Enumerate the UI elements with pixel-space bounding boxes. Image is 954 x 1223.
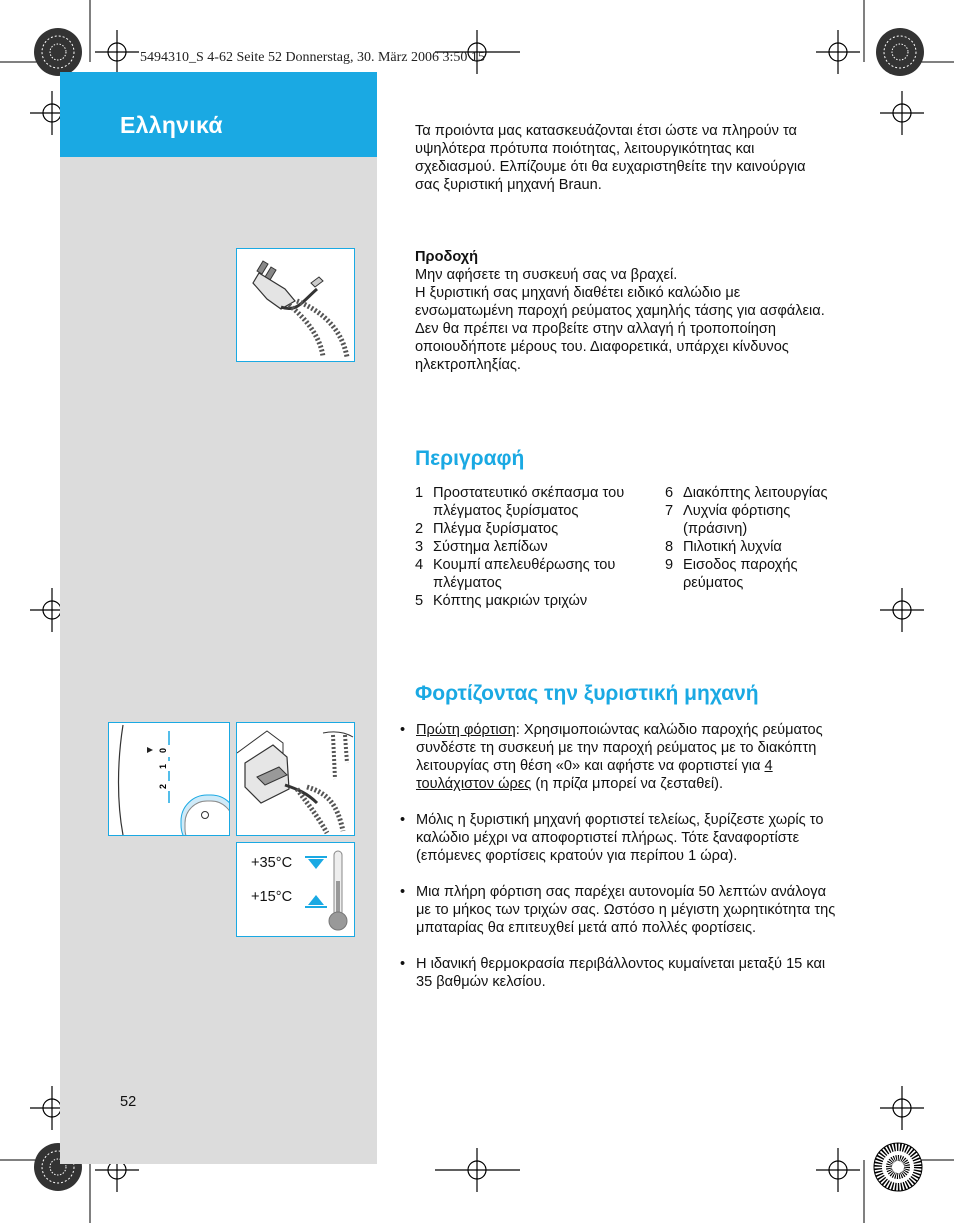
bullet-text-part: : Χρησιμοποιώντας καλώδιο παροχής ρεύματος συνδέστε τη συσκευή με την παροχή ρεύματος με το διακόπτη λειτουργίας στη θέση «0» και αφήστε να φορτιστεί για: [416, 722, 823, 774]
item-text: Κόπτης μακριών τριχών: [433, 593, 588, 609]
bullet-text: Μόλις η ξυριστική μηχανή φορτιστεί τελείως, ξυρίζεστε χωρίς το καλώδιο μέχρι να αποφορτιστεί πλήρως. Τότε ξαναφορτίστε (επόμενες φορτίσεις κρατούν για περίπου 1 ώρα).: [416, 812, 824, 864]
item-number: 6: [665, 485, 674, 501]
figure-temperature: [236, 842, 355, 937]
figure-switch: [108, 722, 230, 836]
list-item: [415, 538, 655, 556]
temp-low-label: +15°C: [251, 889, 293, 905]
plug-cord-illustration: [237, 249, 354, 361]
item-number: 8: [665, 539, 674, 555]
charging-plug-illustration: [237, 723, 354, 835]
caution-block: [415, 248, 835, 374]
description-heading: Περιγραφή: [415, 447, 525, 470]
print-info-line: 5494310_S 4-62 Seite 52 Donnerstag, 30. März 2006 3:50 15: [140, 50, 485, 65]
thermometer-icon: [305, 849, 353, 935]
caution-line-1: Μην αφήσετε τη συσκευή σας να βραχεί.: [415, 267, 678, 283]
bullet-glyph: •: [400, 812, 406, 828]
language-title: Ελληνικά: [120, 112, 223, 138]
temp-high-label: +35°C: [251, 855, 293, 871]
bullet-text: Η ιδανική θερμοκρασία περιβάλλοντος κυμαίνεται μεταξύ 15 και 35 βαθμών κελσίου.: [416, 956, 826, 990]
charging-heading: Φορτίζοντας την ξυριστική μηχανή: [415, 682, 759, 705]
figure-plug-cord: [236, 248, 355, 362]
list-item: [415, 592, 655, 610]
list-item: [665, 538, 840, 556]
item-number: 4: [415, 557, 424, 573]
list-item: [415, 556, 655, 592]
item-number: 1: [415, 485, 424, 501]
switch-label-one: 1: [158, 763, 168, 769]
item-text: Προστατευτικό σκέπασμα του πλέγματος ξυρίσματος: [433, 485, 625, 519]
item-number: 3: [415, 539, 424, 555]
item-number: 5: [415, 593, 424, 609]
bullet-glyph: •: [400, 884, 406, 900]
item-text: Εισοδος παροχής ρεύματος: [683, 557, 798, 591]
list-item: [400, 811, 840, 865]
list-item: [400, 883, 840, 937]
list-item: [400, 721, 840, 793]
caution-line-2: Η ξυριστική σας μηχανή διαθέτει ειδικό καλώδιο με ενσωματωμένη παροχή ρεύματος χαμηλής τάσης για ασφάλεια. Δεν θα πρέπει να προβείτε στην αλλαγή ή τροποποίηση οποιουδήποτε μέρους του. Διαφορετικά, υπάρχει κίνδυνος ηλεκτροπληξίας.: [415, 285, 825, 373]
list-item: [415, 484, 655, 520]
switch-label-two: 2: [158, 783, 168, 789]
min-hours-label: 4 τουλάχιστον ώρες: [416, 758, 773, 792]
intro-text: Τα προιόντα μας κατασκευάζονται έτσι ώστε να πληρούν τα υψηλότερα πρότυπα ποιότητας, λειτουργικότητας και σχεδιασμού. Ελπίζουμε ότι θα ευχαριστηθείτε την καινούργια σας ξυριστική μηχανή Braun.: [415, 123, 806, 193]
item-text: Πλέγμα ξυρίσματος: [433, 521, 559, 537]
bullet-glyph: •: [400, 722, 406, 738]
intro-paragraph: [415, 122, 820, 194]
bullet-text: Μια πλήρη φόρτιση σας παρέχει αυτονομία 50 λεπτών ανάλογα με το μήκος των τριχών σας. Ωστόσο η μέγιστη χωρητικότητα της μπαταρίας θα επιτευχθεί μετά από πολλές φορτίσεις.: [416, 884, 836, 936]
first-charge-label: Πρώτη φόρτιση: [416, 722, 516, 738]
description-list-left: [415, 484, 655, 610]
charging-bullets: [400, 721, 840, 1009]
item-text: Πιλοτική λυχνία: [683, 539, 782, 555]
item-number: 9: [665, 557, 674, 573]
list-item: [665, 556, 840, 592]
bullet-text-part: (η πρίζα μπορεί να ζεσταθεί).: [531, 776, 723, 792]
figure-charging-plug: [236, 722, 355, 836]
item-text: Λυχνία φόρτισης (πράσινη): [683, 503, 791, 537]
item-text: Σύστημα λεπίδων: [433, 539, 548, 555]
list-item: [665, 484, 840, 502]
switch-illustration: [109, 723, 229, 835]
item-text: Διακόπτης λειτουργίας: [683, 485, 828, 501]
list-item: [400, 955, 840, 991]
item-number: 2: [415, 521, 424, 537]
bullet-text: [416, 721, 840, 793]
list-item: [415, 520, 655, 538]
item-text: Κουμπί απελευθέρωσης του πλέγματος: [433, 557, 616, 591]
switch-label-zero: 0: [158, 747, 168, 753]
caution-title: Προδοχή: [415, 249, 479, 265]
bullet-glyph: •: [400, 956, 406, 972]
description-list-right: [665, 484, 840, 592]
sidebar-panel: [60, 72, 377, 1164]
item-number: 7: [665, 503, 674, 519]
list-item: [665, 502, 840, 538]
page-number: 52: [120, 1094, 137, 1110]
